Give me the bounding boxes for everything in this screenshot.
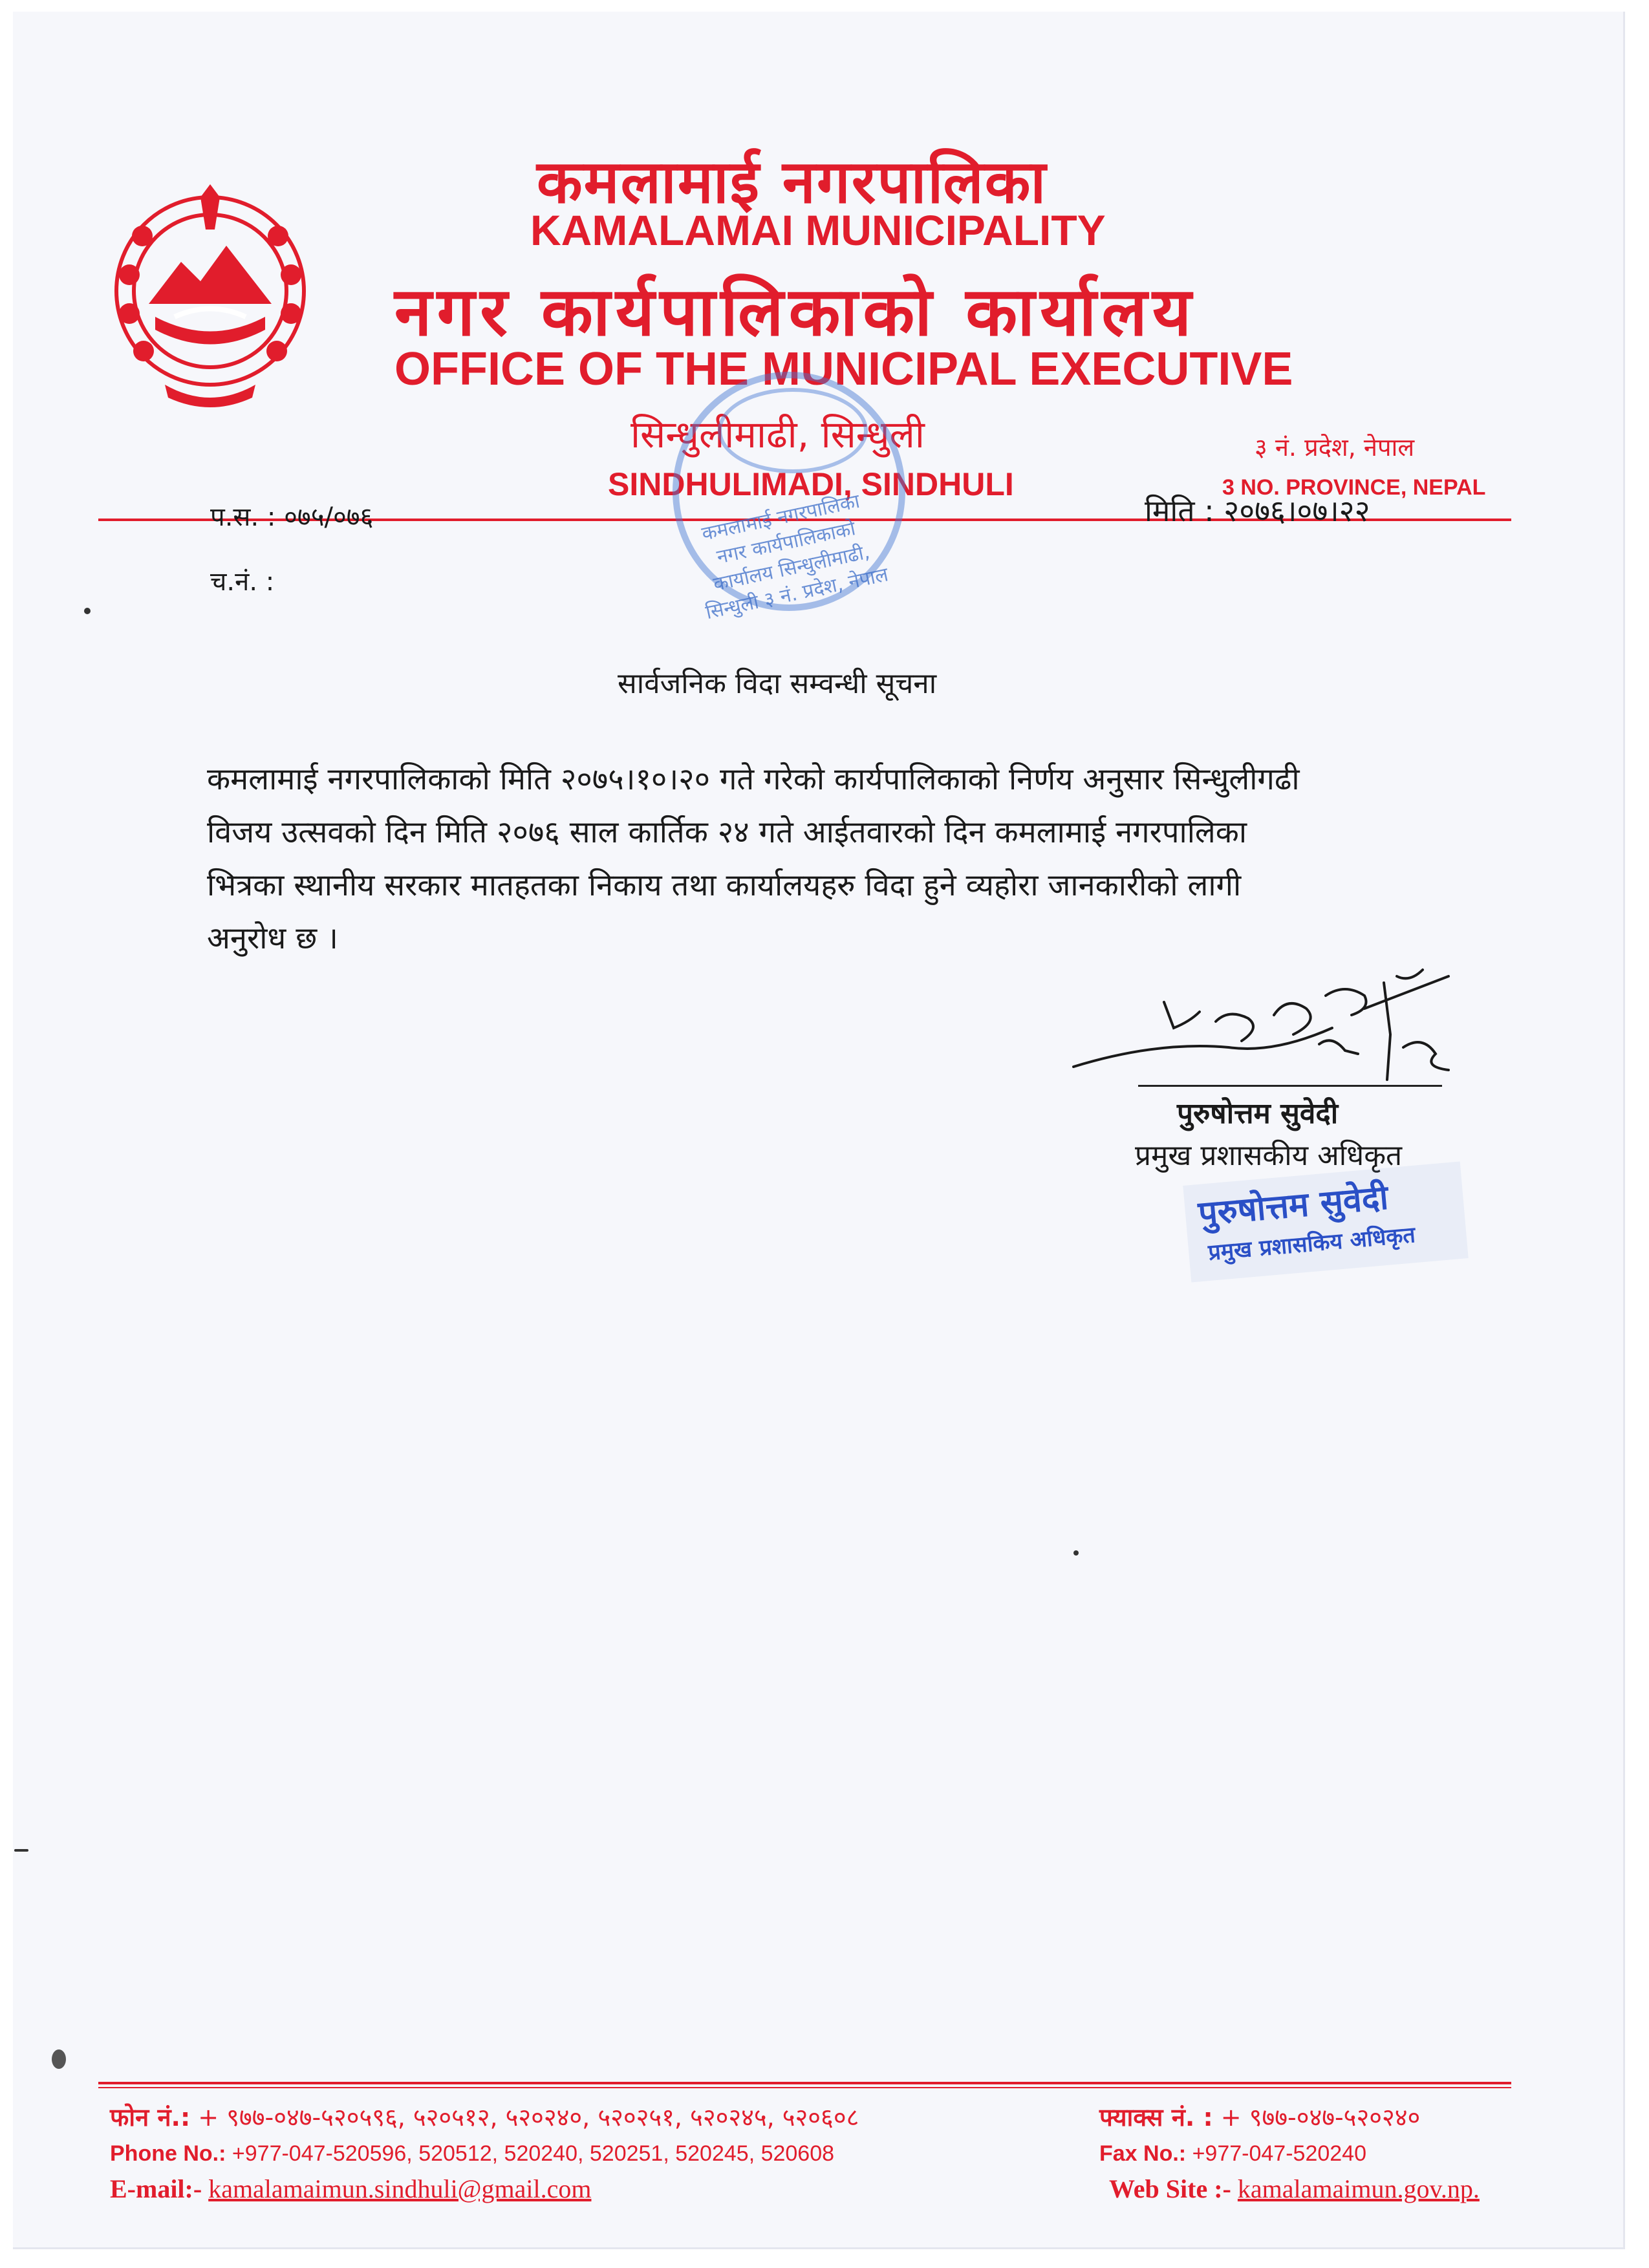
stamp-name: पुरुषोत्तम सुवेदी bbox=[1196, 1178, 1390, 1234]
fax-label-nepali: फ्याक्स नं. : bbox=[1099, 2103, 1213, 2132]
municipality-name-nepali: कमलामाई नगरपालिका bbox=[537, 147, 1048, 217]
website-link[interactable]: kamalamaimun.gov.np. bbox=[1237, 2174, 1480, 2203]
fax-label-english: Fax No.: bbox=[1099, 2141, 1187, 2166]
phone-nepali bbox=[110, 2100, 859, 2134]
notice-line: भित्रका स्थानीय सरकार मातहतका निकाय तथा कार्यालयहरु विदा हुने व्यहोरा जानकारीको लागी bbox=[207, 868, 1242, 903]
office-seal-emblem bbox=[718, 388, 868, 473]
fax-nepali bbox=[1099, 2100, 1420, 2134]
phone-value-nepali: + ९७७-०४७-५२०५९६, ५२०५१२, ५२०२४०, ५२०२५१, ५२०२४५, ५२०६०८ bbox=[198, 2103, 859, 2132]
stamp-title: प्रमुख प्रशासकिय अधिकृत bbox=[1207, 1222, 1417, 1266]
province-nepali: ३ नं. प्रदेश, नेपाल bbox=[1255, 433, 1415, 462]
municipality-name-english: KAMALAMAI MUNICIPALITY bbox=[530, 206, 1106, 254]
phone-label-english: Phone No.: bbox=[110, 2141, 226, 2166]
notice-body bbox=[207, 753, 1455, 965]
province-english: 3 NO. PROVINCE, NEPAL bbox=[1222, 475, 1486, 500]
scan-speck bbox=[1073, 1550, 1079, 1556]
notice-title: सार्वजनिक विदा सम्वन्धी सूचना bbox=[618, 667, 937, 700]
email-label: E-mail:- bbox=[110, 2174, 202, 2203]
fax-value-english: +977-047-520240 bbox=[1192, 2141, 1366, 2166]
notice-line: अनुरोध छ । bbox=[207, 921, 338, 956]
fax-value-nepali: + ९७७-०४७-५२०२४० bbox=[1220, 2103, 1421, 2132]
signature-line bbox=[1138, 1085, 1442, 1087]
office-name-english: OFFICE OF THE MUNICIPAL EXECUTIVE bbox=[394, 343, 1293, 395]
location-english: SINDHULIMADI, SINDHULI bbox=[608, 466, 1014, 502]
location-nepali: सिन्धुलीमाढी, सिन्धुली bbox=[630, 412, 925, 456]
office-name-nepali: नगर कार्यपालिकाको कार्यालय bbox=[394, 272, 1197, 351]
fiscal-year-ref: प.स. : ०७५/०७६ bbox=[210, 502, 374, 532]
handwritten-signature bbox=[1061, 957, 1481, 1086]
office-seal-text: कमलामाई नगरपालिका नगर कार्यपालिकाको कार्यालय सिन्धुलीमाढी, सिन्धुली ३ नं. प्रदेश, नेपाल bbox=[700, 489, 890, 625]
scan-speck bbox=[52, 2049, 66, 2069]
phone-label-nepali: फोन नं.: bbox=[110, 2103, 191, 2132]
fax-english bbox=[1099, 2141, 1366, 2166]
footer-divider bbox=[98, 2082, 1511, 2084]
email-link[interactable]: kamalamaimun.sindhuli@gmail.com bbox=[208, 2174, 592, 2203]
dispatch-number: च.नं. : bbox=[210, 567, 275, 597]
scan-speck bbox=[84, 608, 91, 614]
notice-line: कमलामाई नगरपालिकाको मिति २०७५।१०।२० गते गरेको कार्यपालिकाको निर्णय अनुसार सिन्धुलीगढी bbox=[207, 762, 1300, 797]
footer-divider-thin bbox=[98, 2087, 1511, 2088]
nepal-emblem-icon bbox=[103, 184, 317, 411]
website-label: Web Site :- bbox=[1109, 2174, 1231, 2203]
letter-date: मिति : २०७६।०७।२२ bbox=[1145, 493, 1370, 528]
scan-speck bbox=[14, 1849, 28, 1852]
phone-value-english: +977-047-520596, 520512, 520240, 520251, 520245, 520608 bbox=[232, 2141, 835, 2166]
email-row bbox=[110, 2174, 591, 2204]
notice-line: विजय उत्सवको दिन मिति २०७६ साल कार्तिक २४ गते आईतवारको दिन कमलामाई नगरपालिका bbox=[207, 815, 1247, 850]
signatory-name: पुरुषोत्तम सुवेदी bbox=[1177, 1097, 1339, 1130]
website-row bbox=[1109, 2174, 1480, 2204]
phone-english bbox=[110, 2141, 834, 2166]
signatory-title: प्रमुख प्रशासकीय अधिकृत bbox=[1135, 1139, 1403, 1172]
